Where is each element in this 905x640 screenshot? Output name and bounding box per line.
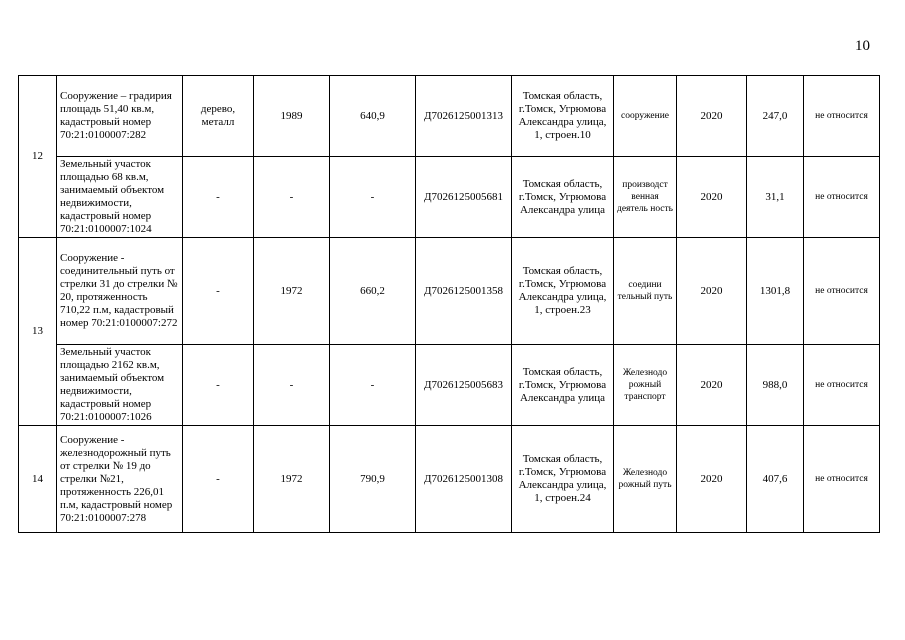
amount-cell: 407,6 [747, 426, 804, 533]
table-row [19, 345, 880, 426]
material-cell: - [183, 157, 254, 238]
material-cell: дерево, металл [183, 76, 254, 157]
row-number-cell: 13 [19, 238, 57, 426]
code-cell: Д7026125005683 [416, 345, 512, 426]
description-cell: Земельный участок площадью 2162 кв.м, занимаемый объектом недвижимости, кадастровый номер 70:21:0100007:1026 [57, 345, 183, 426]
use-cell: соедини тельный путь [614, 238, 677, 345]
use-cell: Железнодо рожный транспорт [614, 345, 677, 426]
use-cell: производст венная деятель ность [614, 157, 677, 238]
address-cell: Томская область, г.Томск, Угрюмова Александра улица, 1, строен.23 [512, 238, 614, 345]
code-cell: Д7026125005681 [416, 157, 512, 238]
code-cell: Д7026125001313 [416, 76, 512, 157]
value-cell: - [330, 157, 416, 238]
status-cell: не относится [804, 345, 880, 426]
table-row [19, 426, 880, 533]
report-year-cell: 2020 [677, 238, 747, 345]
table-row [19, 76, 880, 157]
use-cell: Железнодо рожный путь [614, 426, 677, 533]
report-year-cell: 2020 [677, 157, 747, 238]
value-cell: 640,9 [330, 76, 416, 157]
material-cell: - [183, 238, 254, 345]
description-cell: Сооружение – градирия площадь 51,40 кв.м, кадастровый номер 70:21:0100007:282 [57, 76, 183, 157]
amount-cell: 31,1 [747, 157, 804, 238]
code-cell: Д7026125001358 [416, 238, 512, 345]
code-cell: Д7026125001308 [416, 426, 512, 533]
status-cell: не относится [804, 426, 880, 533]
status-cell: не относится [804, 238, 880, 345]
report-year-cell: 2020 [677, 76, 747, 157]
description-cell: Сооружение - железнодорожный путь от стрелки № 19 до стрелки №21, протяженность 226,01 п.м, кадастровый номер 70:21:0100007:278 [57, 426, 183, 533]
address-cell: Томская область, г.Томск, Угрюмова Александра улица [512, 157, 614, 238]
year-cell: - [254, 345, 330, 426]
registry-table [18, 75, 880, 533]
value-cell: 660,2 [330, 238, 416, 345]
amount-cell: 988,0 [747, 345, 804, 426]
year-cell: 1972 [254, 238, 330, 345]
amount-cell: 1301,8 [747, 238, 804, 345]
status-cell: не относится [804, 76, 880, 157]
year-cell: 1972 [254, 426, 330, 533]
row-number-cell: 14 [19, 426, 57, 533]
address-cell: Томская область, г.Томск, Угрюмова Александра улица [512, 345, 614, 426]
report-year-cell: 2020 [677, 426, 747, 533]
address-cell: Томская область, г.Томск, Угрюмова Александра улица, 1, строен.24 [512, 426, 614, 533]
table-row [19, 238, 880, 345]
status-cell: не относится [804, 157, 880, 238]
material-cell: - [183, 345, 254, 426]
address-cell: Томская область, г.Томск, Угрюмова Александра улица, 1, строен.10 [512, 76, 614, 157]
description-cell: Земельный участок площадью 68 кв.м, занимаемый объектом недвижимости, кадастровый номер 70:21:0100007:1024 [57, 157, 183, 238]
value-cell: - [330, 345, 416, 426]
row-number-cell: 12 [19, 76, 57, 238]
year-cell: - [254, 157, 330, 238]
amount-cell: 247,0 [747, 76, 804, 157]
description-cell: Сооружение - соединительный путь от стрелки 31 до стрелки № 20, протяженность 710,22 п.м, кадастровый номер 70:21:0100007:272 [57, 238, 183, 345]
table-row [19, 157, 880, 238]
year-cell: 1989 [254, 76, 330, 157]
page-number: 10 [855, 38, 870, 54]
value-cell: 790,9 [330, 426, 416, 533]
report-year-cell: 2020 [677, 345, 747, 426]
use-cell: сооружение [614, 76, 677, 157]
material-cell: - [183, 426, 254, 533]
